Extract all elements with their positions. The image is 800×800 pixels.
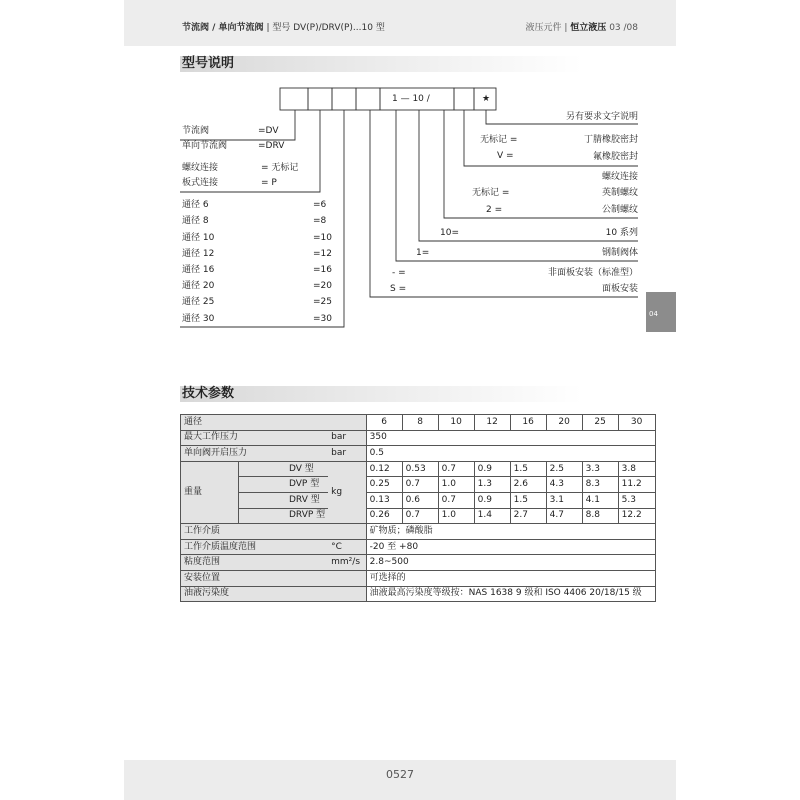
- weight-value: 1.0: [438, 508, 474, 524]
- weight-label: 重量: [181, 461, 239, 523]
- size-cell: 16: [510, 415, 546, 431]
- table-row: [181, 430, 656, 446]
- weight-value: 0.25: [366, 477, 402, 493]
- row-value: 0.5: [366, 446, 655, 462]
- right-label-extra: 另有要求文字说明: [565, 112, 638, 122]
- weight-unit: kg: [328, 461, 366, 523]
- header-label-cell: 通径: [181, 415, 329, 431]
- weight-value: 5.3: [618, 492, 655, 508]
- row-unit: °C: [328, 539, 366, 555]
- weight-value: 1.0: [438, 477, 474, 493]
- weight-value: 1.5: [510, 492, 546, 508]
- right-label-series: 10 系列: [605, 228, 638, 238]
- row-unit: [328, 586, 366, 602]
- code-box-1: [280, 88, 308, 110]
- table-row: [181, 508, 656, 524]
- tech-section-title: 技术参数: [180, 386, 582, 402]
- left-code-size-10: =10: [313, 233, 332, 243]
- table-row: [181, 524, 656, 540]
- weight-value: 3.3: [582, 461, 618, 477]
- page-footer: [124, 760, 676, 800]
- left-code-size-6: =6: [313, 200, 327, 210]
- code-box-4: [356, 88, 380, 110]
- left-code-thread: = 无标记: [261, 163, 299, 173]
- weight-value: 8.3: [582, 477, 618, 493]
- right-code-body: 1=: [416, 248, 430, 258]
- left-label-size-12: 通径 12: [182, 249, 215, 259]
- table-row: [181, 539, 656, 555]
- tech-params-table: [180, 414, 656, 602]
- weight-value: 1.5: [510, 461, 546, 477]
- size-cell: 20: [546, 415, 582, 431]
- code-series-text: 1 — 10 /: [392, 94, 430, 104]
- header-separator: |: [266, 23, 270, 33]
- header-page-ref: 03 /08: [609, 23, 638, 33]
- right-code-imperial: 无标记 =: [472, 188, 510, 198]
- leader-body: [396, 110, 638, 261]
- table-row: [181, 555, 656, 571]
- leader-thread: [444, 110, 638, 218]
- row-label: 工作介质温度范围: [181, 539, 329, 555]
- left-code-size-16: =16: [313, 265, 332, 275]
- code-star-text: ★: [482, 94, 491, 104]
- header-unit-cell: [328, 415, 366, 431]
- weight-value: 2.5: [546, 461, 582, 477]
- weight-value: 1.4: [474, 508, 510, 524]
- left-label-size-10: 通径 10: [182, 233, 215, 243]
- weight-value: 0.7: [402, 477, 438, 493]
- row-unit: bar: [328, 430, 366, 446]
- weight-value: 0.7: [438, 492, 474, 508]
- weight-type: DRV 型: [239, 492, 329, 508]
- weight-value: 8.8: [582, 508, 618, 524]
- size-cell: 25: [582, 415, 618, 431]
- weight-value: 2.7: [510, 508, 546, 524]
- size-cell: 10: [438, 415, 474, 431]
- left-code-plate: = P: [261, 178, 277, 188]
- weight-value: 3.8: [618, 461, 655, 477]
- weight-value: 0.26: [366, 508, 402, 524]
- size-cell: 8: [402, 415, 438, 431]
- table-row: [181, 492, 656, 508]
- row-label: 粘度范围: [181, 555, 329, 571]
- header-brand: 恒立液压: [570, 23, 607, 33]
- row-value: 2.8~500: [366, 555, 655, 571]
- left-code-size-30: =30: [313, 314, 332, 324]
- left-label-dv: 节流阀: [182, 126, 210, 136]
- table-row: [181, 570, 656, 586]
- row-label: 安装位置: [181, 570, 329, 586]
- header-model: 型号 DV(P)/DRV(P)...10 型: [272, 23, 385, 33]
- right-label-metric: 公制螺纹: [601, 205, 638, 215]
- table-row: [181, 446, 656, 462]
- row-value: -20 至 +80: [366, 539, 655, 555]
- code-box-2: [308, 88, 332, 110]
- header-category: 液压元件: [525, 23, 562, 33]
- header-title-bold: 节流阀 / 单向节流阀: [182, 23, 264, 33]
- right-label-nbr: 丁腈橡胶密封: [583, 135, 638, 145]
- weight-value: 11.2: [618, 477, 655, 493]
- left-code-drv: =DRV: [258, 141, 285, 151]
- weight-value: 0.9: [474, 461, 510, 477]
- right-label-thread-title: 螺纹连接: [601, 172, 638, 182]
- weight-value: 0.9: [474, 492, 510, 508]
- row-value: 矿物质；磷酸脂: [366, 524, 655, 540]
- left-code-size-12: =12: [313, 249, 332, 259]
- row-value: 350: [366, 430, 655, 446]
- right-code-panel: S =: [390, 284, 407, 294]
- table-row: [181, 586, 656, 602]
- weight-value: 4.7: [546, 508, 582, 524]
- weight-value: 0.6: [402, 492, 438, 508]
- weight-value: 0.13: [366, 492, 402, 508]
- right-label-nonpanel: 非面板安装（标准型）: [547, 268, 638, 278]
- left-code-size-8: =8: [313, 216, 327, 226]
- row-unit: [328, 570, 366, 586]
- left-label-size-6: 通径 6: [182, 200, 209, 210]
- left-label-plate: 板式连接: [182, 178, 219, 188]
- row-label: 单向阀开启压力: [181, 446, 329, 462]
- row-unit: [328, 524, 366, 540]
- page-number: 0527: [386, 768, 414, 781]
- weight-value: 0.12: [366, 461, 402, 477]
- left-label-drv: 单向节流阀: [182, 141, 228, 151]
- right-label-panel: 面板安装: [601, 284, 638, 294]
- size-cell: 12: [474, 415, 510, 431]
- header-separator-2: |: [564, 23, 568, 33]
- left-code-size-20: =20: [313, 281, 332, 291]
- table-row: [181, 415, 656, 431]
- weight-value: 1.3: [474, 477, 510, 493]
- weight-type: DRVP 型: [239, 508, 329, 524]
- right-code-series: 10=: [440, 228, 459, 238]
- weight-value: 4.3: [546, 477, 582, 493]
- weight-type: DVP 型: [239, 477, 329, 493]
- weight-value: 2.6: [510, 477, 546, 493]
- table-row: [181, 461, 656, 477]
- size-cell: 6: [366, 415, 402, 431]
- row-label: 工作介质: [181, 524, 329, 540]
- left-label-size-30: 通径 30: [182, 314, 215, 324]
- chapter-tab-label: 04: [649, 310, 658, 318]
- left-code-dv: =DV: [258, 126, 279, 136]
- size-cell: 30: [618, 415, 655, 431]
- left-label-thread: 螺纹连接: [182, 163, 219, 173]
- right-label-fkm: 氟橡胶密封: [592, 152, 638, 162]
- left-label-size-8: 通径 8: [182, 216, 209, 226]
- weight-value: 0.7: [438, 461, 474, 477]
- row-label: 油液污染度: [181, 586, 329, 602]
- code-box-3: [332, 88, 356, 110]
- weight-value: 0.53: [402, 461, 438, 477]
- left-label-size-25: 通径 25: [182, 297, 215, 307]
- right-code-fkm: V =: [497, 151, 514, 161]
- right-code-metric: 2 =: [486, 205, 503, 215]
- right-code-nbr: 无标记 =: [480, 135, 518, 145]
- weight-value: 3.1: [546, 492, 582, 508]
- right-code-nonpanel: - =: [392, 268, 406, 278]
- weight-value: 4.1: [582, 492, 618, 508]
- weight-type: DV 型: [239, 461, 329, 477]
- row-label: 最大工作压力: [181, 430, 329, 446]
- model-section-title: 型号说明: [180, 56, 582, 72]
- weight-value: 0.7: [402, 508, 438, 524]
- code-box-6: [454, 88, 474, 110]
- table-row: [181, 477, 656, 493]
- row-unit: bar: [328, 446, 366, 462]
- right-label-body: 钢制阀体: [601, 248, 638, 258]
- left-label-size-16: 通径 16: [182, 265, 215, 275]
- left-code-size-25: =25: [313, 297, 332, 307]
- left-label-size-20: 通径 20: [182, 281, 215, 291]
- right-label-imperial: 英制螺纹: [601, 188, 638, 198]
- row-unit: mm²/s: [328, 555, 366, 571]
- weight-value: 12.2: [618, 508, 655, 524]
- row-value: 油液最高污染度等级按：NAS 1638 9 级和 ISO 4406 20/18/15 级: [366, 586, 655, 602]
- row-value: 可选择的: [366, 570, 655, 586]
